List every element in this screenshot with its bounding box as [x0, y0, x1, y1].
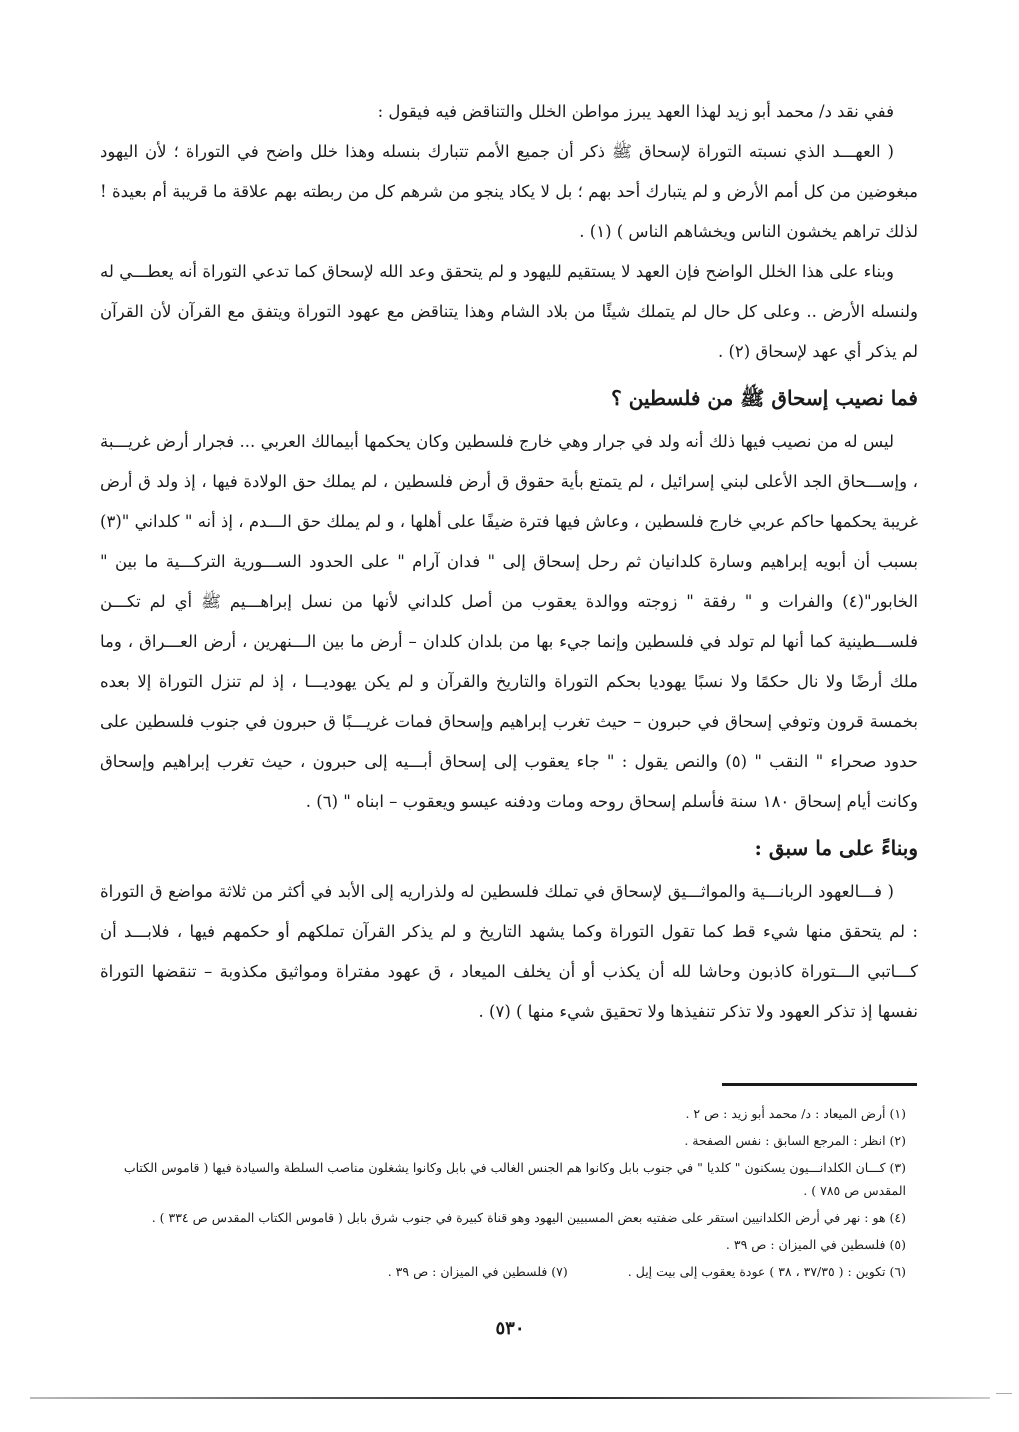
bottom-border-line — [30, 1397, 990, 1399]
paragraph-covenant-contradiction: وبناء على هذا الخلل الواضح فإن العهد لا يستقيم لليهود و لم يتحقق وعد الله لإسحاق كما تدعي التوراة أنه يعطـــي له ولنسله الأرض .. وعلى كل حال لم يتملك شيئًا من بلاد الشام وهذا يتناقض مع عهود التوراة ويتفق مع القرآن لأن القرآن لم يذكر أي عهد لإسحاق (٢) . — [100, 262, 918, 361]
paragraph-conclusion-quote: ( فـــالعهود الربانـــية والمواثـــيق لإسحاق في تملك فلسطين له ولذراريه إلى الأبد في أكثر من ثلاثة مواضع ق التوراة : لم يتحقق منها شيء قط كما تقول التوراة وكما يشهد التاريخ و لم يذكر القرآن تملكهم أو حكمهم فيها ، فلابـــد أن كـــاتبي الـــتوراة كاذبون وحاشا لله أن يكذب أو أن يخلف الميعاد ، ق عهود مفتراة ومواثيق مكذوبة – تنقضها التوراة نفسها إذ تذكر العهود ولا تذكر تنفيذها ولا تحقيق شيء منها ) (٧) . — [100, 882, 918, 1021]
paragraph-intro: ففي نقد د/ محمد أبو زيد لهذا العهد يبرز مواطن الخلل والتناقض فيه فيقول : — [377, 102, 894, 121]
footnote-4: (٤) هو : نهر في أرض الكلدانيين استقر على ضفتيه بعض المسبيين اليهود وهو قناة كبيرة في جنوب شرق بابل ( قاموس الكتاب المقدس ص ٣٣٤ ) . — [151, 1210, 906, 1225]
heading-isaac-share: فما نصيب إسحاق ﷺ من فلسطين ؟ — [611, 386, 918, 410]
page-body — [100, 92, 918, 1032]
footnote-3: (٣) كـــان الكلدانـــيون يسكنون " كلديا " في جنوب بابل وكانوا هم الجنس الغالب في بابل وكانوا يشغلون مناصب السلطة والسيادة فيها ( قاموس الكتاب المقدس ص ٧٨٥ ) . — [123, 1160, 906, 1198]
footnote-5: (٥) فلسطين في الميزان : ص ٣٩ . — [725, 1237, 906, 1252]
footnote-7: (٧) فلسطين في الميزان : ص ٣٩ . — [387, 1264, 568, 1279]
footnote-row-6-7 — [108, 1260, 906, 1283]
footnote-1: (١) أرض الميعاد : د/ محمد أبو زيد : ص ٢ . — [685, 1106, 906, 1121]
paragraph-quote-covenant: ( العهـــد الذي نسبته التوراة لإسحاق ﷺ ذكر أن جميع الأمم تتبارك بنسله وهذا خلل واضح في التوراة ؛ لأن اليهود مبغوضين من كل أمم الأرض و لم يتبارك أحد بهم ؛ بل لا يكاد ينجو من شرهم كل من ربطته بهم علاقة ما قريبة أم بعيدة ! لذلك تراهم يخشون الناس ويخشاهم الناس ) (١) . — [100, 142, 918, 241]
footnote-2: (٢) انظر : المرجع السابق : نفس الصفحة . — [684, 1133, 906, 1148]
footnote-6: (٦) تكوين : ( ٣٧/٣٥ ، ٣٨ ) عودة يعقوب إلى بيت إيل . — [627, 1264, 906, 1279]
paragraph-isaac-history: ليس له من نصيب فيها ذلك أنه ولد في جرار وهي خارج فلسطين وكان يحكمها أبيمالك العربي ... فجرار أرض غريـــبة ، وإســـحاق الجد الأعلى لبني إسرائيل ، لم يتمتع بأية حقوق ق أرض فلسطين ، لم يملك حق الولادة فيها ، إذ ولد ق أرض غريبة يحكمها حاكم عربي خارج فلسطين ، وعاش فيها فترة ضيفًا على أهلها ، و لم يملك حق الـــدم ، إذ أنه " كلداني "(٣) بسبب أن أبويه إبراهيم وسارة كلدانيان ثم رحل إسحاق إلى " فدان آرام " على الحدود الســـورية التركـــية ما بين " الخابور"(٤) والفرات و " رفقة " زوجته ووالدة يعقوب من أصل كلداني لأنها من نسل إبراهـــيم ﷺ أي لم تكـــن فلســـطينية كما أنها لم تولد في فلسطين وإنما جيء بها من بلدان كلدان – أرض ما بين الـــنهرين ، أرض العـــراق ، وما ملك أرضًا ولا نال حكمًا ولا نسبًا يهوديا بحكم التوراة والتاريخ والقرآن و لم يكن يهوديـــا ، إذ لم تنزل التوراة إلا بعده بخمسة قرون وتوفي إسحاق في حبرون – حيث تغرب إبراهيم وإسحاق فمات غريـــبًا ق حبرون في جنوب فلسطين على حدود صحراء " النقب " (٥) والنص يقول : " جاء يعقوب إلى إسحاق أبـــيه إلى حبرون ، حيث تغرب إبراهيم وإسحاق وكانت أيام إسحاق ١٨٠ سنة فأسلم إسحاق روحه ومات ودفنه عيسو ويعقوب – ابناه " (٦) . — [100, 432, 918, 811]
footnote-separator — [722, 1083, 917, 1086]
footnotes — [108, 1102, 906, 1287]
scan-mark — [996, 1393, 1012, 1394]
heading-conclusion: وبناءً على ما سبق : — [754, 836, 918, 860]
page-number: ٥٣٠ — [495, 1318, 525, 1339]
